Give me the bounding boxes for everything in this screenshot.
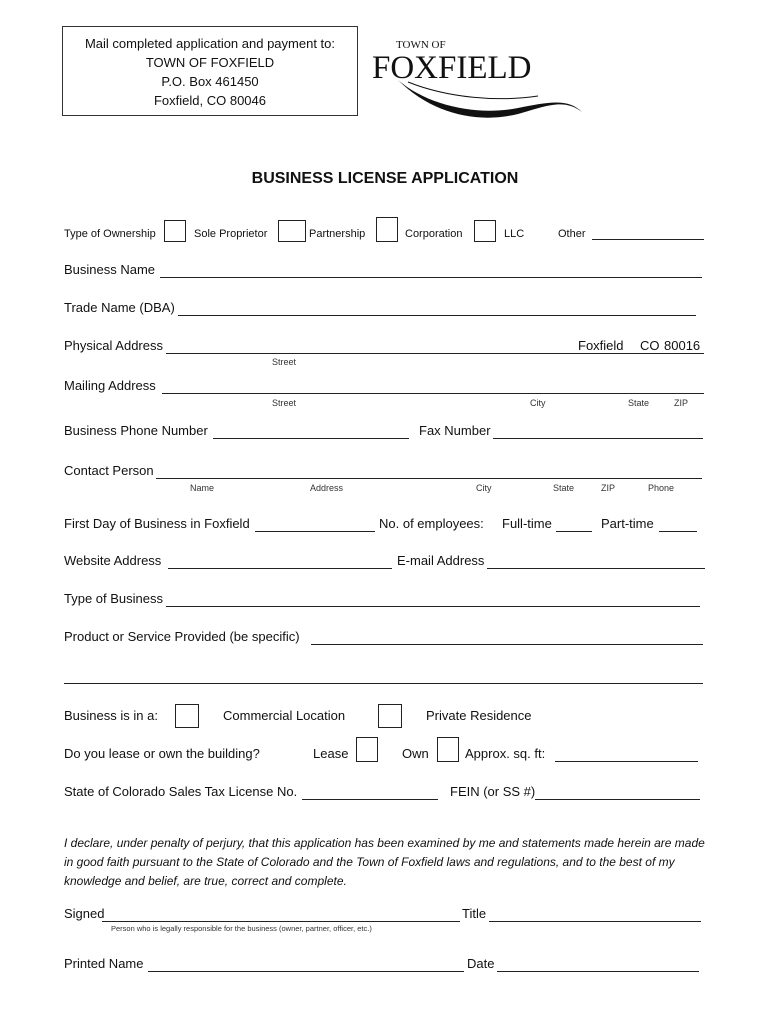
page-title: BUSINESS LICENSE APPLICATION xyxy=(251,170,519,187)
contact-address-caption: Address xyxy=(310,483,344,493)
phone-label: Business Phone Number xyxy=(64,423,208,438)
lease-label: Lease xyxy=(313,746,349,761)
email-field[interactable] xyxy=(487,555,705,569)
contact-city-caption: City xyxy=(476,483,492,493)
lease-checkbox[interactable] xyxy=(356,737,378,762)
product-label: Product or Service Provided (be specific) xyxy=(64,629,300,644)
logo-small-text: TOWN OF xyxy=(396,39,446,51)
contact-zip-caption: ZIP xyxy=(601,483,616,493)
contact-state-caption: State xyxy=(553,483,575,493)
physical-zip-value: 80016 xyxy=(664,338,701,353)
title-label: Title xyxy=(462,906,487,921)
product-field-line-2[interactable] xyxy=(64,670,703,684)
declaration-text: I declare, under penalty of perjury, that this application has been examined by me and statements made herein are made in good faith pursuant to the State of Colorado and the Town of Foxfield laws and regulations, and to the best of my knowledge and belief, are true, correct and complete. xyxy=(64,836,705,888)
corporation-label: Corporation xyxy=(405,228,463,240)
product-field[interactable] xyxy=(311,631,703,645)
trade-name-label: Trade Name (DBA) xyxy=(64,300,175,315)
town-logo xyxy=(368,36,588,120)
part-time-field[interactable] xyxy=(659,518,697,532)
mail-line-3: P.O. Box 461450 xyxy=(161,74,259,89)
fein-label: FEIN (or SS #) xyxy=(450,784,536,799)
sqft-label: Approx. sq. ft: xyxy=(465,746,546,761)
physical-state-value: CO xyxy=(640,338,660,353)
part-time-label: Part-time xyxy=(601,516,654,531)
type-of-business-field[interactable] xyxy=(166,593,700,607)
mail-line-2: TOWN OF FOXFIELD xyxy=(145,55,275,70)
full-time-label: Full-time xyxy=(502,516,552,531)
ownership-label: Type of Ownership xyxy=(64,228,156,240)
trade-name-field[interactable] xyxy=(178,302,696,316)
mailing-city-caption: City xyxy=(530,398,546,408)
other-label: Other xyxy=(558,228,586,240)
mailing-address-field[interactable] xyxy=(162,380,704,394)
mailing-street-caption: Street xyxy=(272,398,297,408)
contact-person-label: Contact Person xyxy=(64,463,154,478)
corporation-checkbox[interactable] xyxy=(376,217,398,242)
website-label: Website Address xyxy=(64,553,162,568)
signature-field[interactable] xyxy=(102,908,460,922)
mailing-instructions-box xyxy=(62,26,358,116)
residence-label: Private Residence xyxy=(426,708,532,723)
sole-proprietor-label: Sole Proprietor xyxy=(194,228,268,240)
commercial-label: Commercial Location xyxy=(223,708,346,723)
signature-caption: Person who is legally responsible for the business (owner, partner, officer, etc.) xyxy=(111,924,372,933)
printed-name-field[interactable] xyxy=(148,958,464,972)
business-location-label: Business is in a: xyxy=(64,708,158,723)
type-of-business-label: Type of Business xyxy=(64,591,163,606)
contact-name-caption: Name xyxy=(190,483,215,493)
other-field[interactable] xyxy=(592,226,704,240)
street-caption: Street xyxy=(272,357,297,367)
logo-big-text: FOXFIELD xyxy=(372,50,532,86)
mail-line-1: Mail completed application and payment to: xyxy=(84,36,336,51)
lease-own-question: Do you lease or own the building? xyxy=(64,746,260,761)
printed-name-label: Printed Name xyxy=(64,956,144,971)
full-time-field[interactable] xyxy=(556,518,592,532)
date-label: Date xyxy=(467,956,495,971)
sales-tax-label: State of Colorado Sales Tax License No. xyxy=(64,784,298,799)
sqft-field[interactable] xyxy=(555,748,698,762)
physical-city-value: Foxfield xyxy=(578,338,624,353)
mailing-state-caption: State xyxy=(628,398,650,408)
mail-line-4: Foxfield, CO 80046 xyxy=(153,93,266,108)
fein-field[interactable] xyxy=(535,786,700,800)
mailing-address-label: Mailing Address xyxy=(64,378,156,393)
residence-checkbox[interactable] xyxy=(378,704,402,728)
commercial-checkbox[interactable] xyxy=(175,704,199,728)
phone-field[interactable] xyxy=(213,425,409,439)
contact-phone-caption: Phone xyxy=(648,483,675,493)
date-field[interactable] xyxy=(497,958,699,972)
signed-label: Signed xyxy=(64,906,105,921)
first-day-field[interactable] xyxy=(255,518,375,532)
first-day-label: First Day of Business in Foxfield xyxy=(64,516,250,531)
business-name-label: Business Name xyxy=(64,262,156,277)
sales-tax-field[interactable] xyxy=(302,786,438,800)
llc-label: LLC xyxy=(504,228,525,240)
title-field[interactable] xyxy=(489,908,701,922)
partnership-checkbox[interactable] xyxy=(278,220,306,242)
mailing-zip-caption: ZIP xyxy=(674,398,689,408)
physical-address-field[interactable] xyxy=(166,340,566,354)
fax-field[interactable] xyxy=(493,425,703,439)
fax-label: Fax Number xyxy=(419,423,491,438)
own-label: Own xyxy=(402,746,429,761)
llc-checkbox[interactable] xyxy=(474,220,496,242)
sole-proprietor-checkbox[interactable] xyxy=(164,220,186,242)
own-checkbox[interactable] xyxy=(437,737,459,762)
website-field[interactable] xyxy=(168,555,392,569)
employees-label: No. of employees: xyxy=(379,516,484,531)
physical-address-label: Physical Address xyxy=(64,338,163,353)
email-label: E-mail Address xyxy=(397,553,485,568)
contact-person-field[interactable] xyxy=(156,465,702,479)
business-name-field[interactable] xyxy=(160,264,702,278)
partnership-label: Partnership xyxy=(309,228,366,240)
